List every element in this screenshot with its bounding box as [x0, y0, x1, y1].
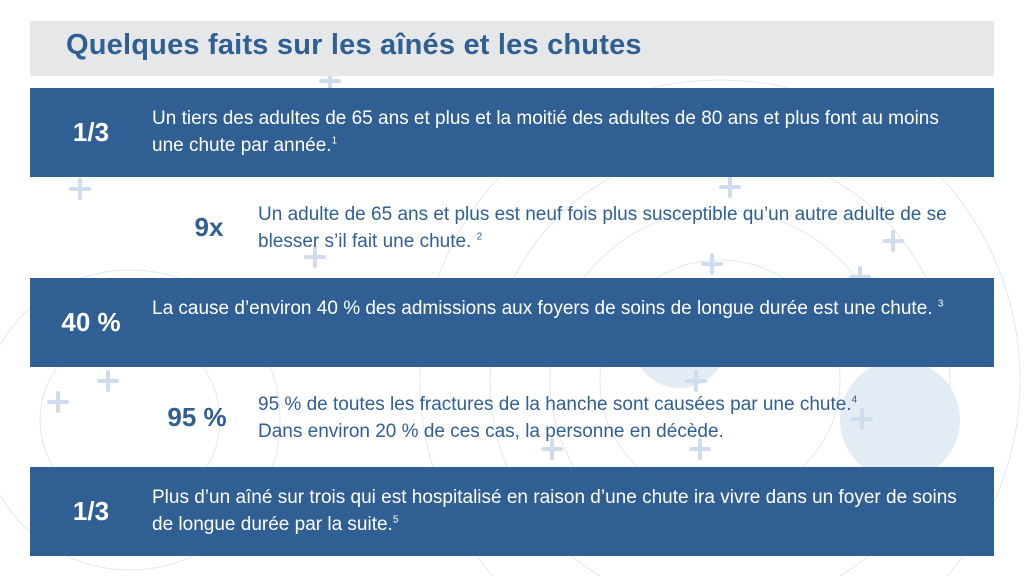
- fact-text: La cause d’environ 40 % des admissions aux foyers de soins de longue durée est une chute. $^3$: [152, 298, 944, 319]
- fact-row-4: [30, 373, 994, 462]
- fact-stat: 1/3: [72, 117, 110, 147]
- footnote-ref: 4: [851, 394, 858, 406]
- fact-row-5: [30, 467, 994, 556]
- footnote-ref: 3: [937, 298, 944, 310]
- fact-row-1: [30, 88, 994, 177]
- fact-row-3: [30, 278, 994, 367]
- fact-text: Plus d’un aîné sur trois qui est hospitalisé en raison d’une chute ira vivre dans un foyer de soins de longue durée par la suite.$^5$: [152, 487, 957, 535]
- fact-row-2: [30, 183, 994, 272]
- fact-stat: 9x: [194, 212, 224, 242]
- fact-text: 95 % de toutes les fractures de la hanche sont causées par une chute.$^4$ Dans environ 20 % de ces cas, la personne en décède.: [258, 394, 858, 442]
- fact-stat: 95 %: [167, 402, 227, 432]
- page-title: Quelques faits sur les aînés et les chutes: [66, 29, 642, 61]
- fact-stat: 1/3: [72, 496, 110, 526]
- footnote-ref: 1: [331, 135, 338, 147]
- fact-stat: 40 %: [61, 307, 121, 337]
- footnote-ref: 2: [476, 231, 483, 243]
- title-bar: [30, 21, 994, 76]
- fact-text: Un adulte de 65 ans et plus est neuf fois plus susceptible qu’un autre adulte de se blesser s’il fait une chute. $^2$: [258, 204, 947, 252]
- footnote-ref: 5: [392, 514, 399, 526]
- fact-text: Un tiers des adultes de 65 ans et plus et la moitié des adultes de 80 ans et plus font au moins une chute par année.$^1$: [152, 108, 939, 156]
